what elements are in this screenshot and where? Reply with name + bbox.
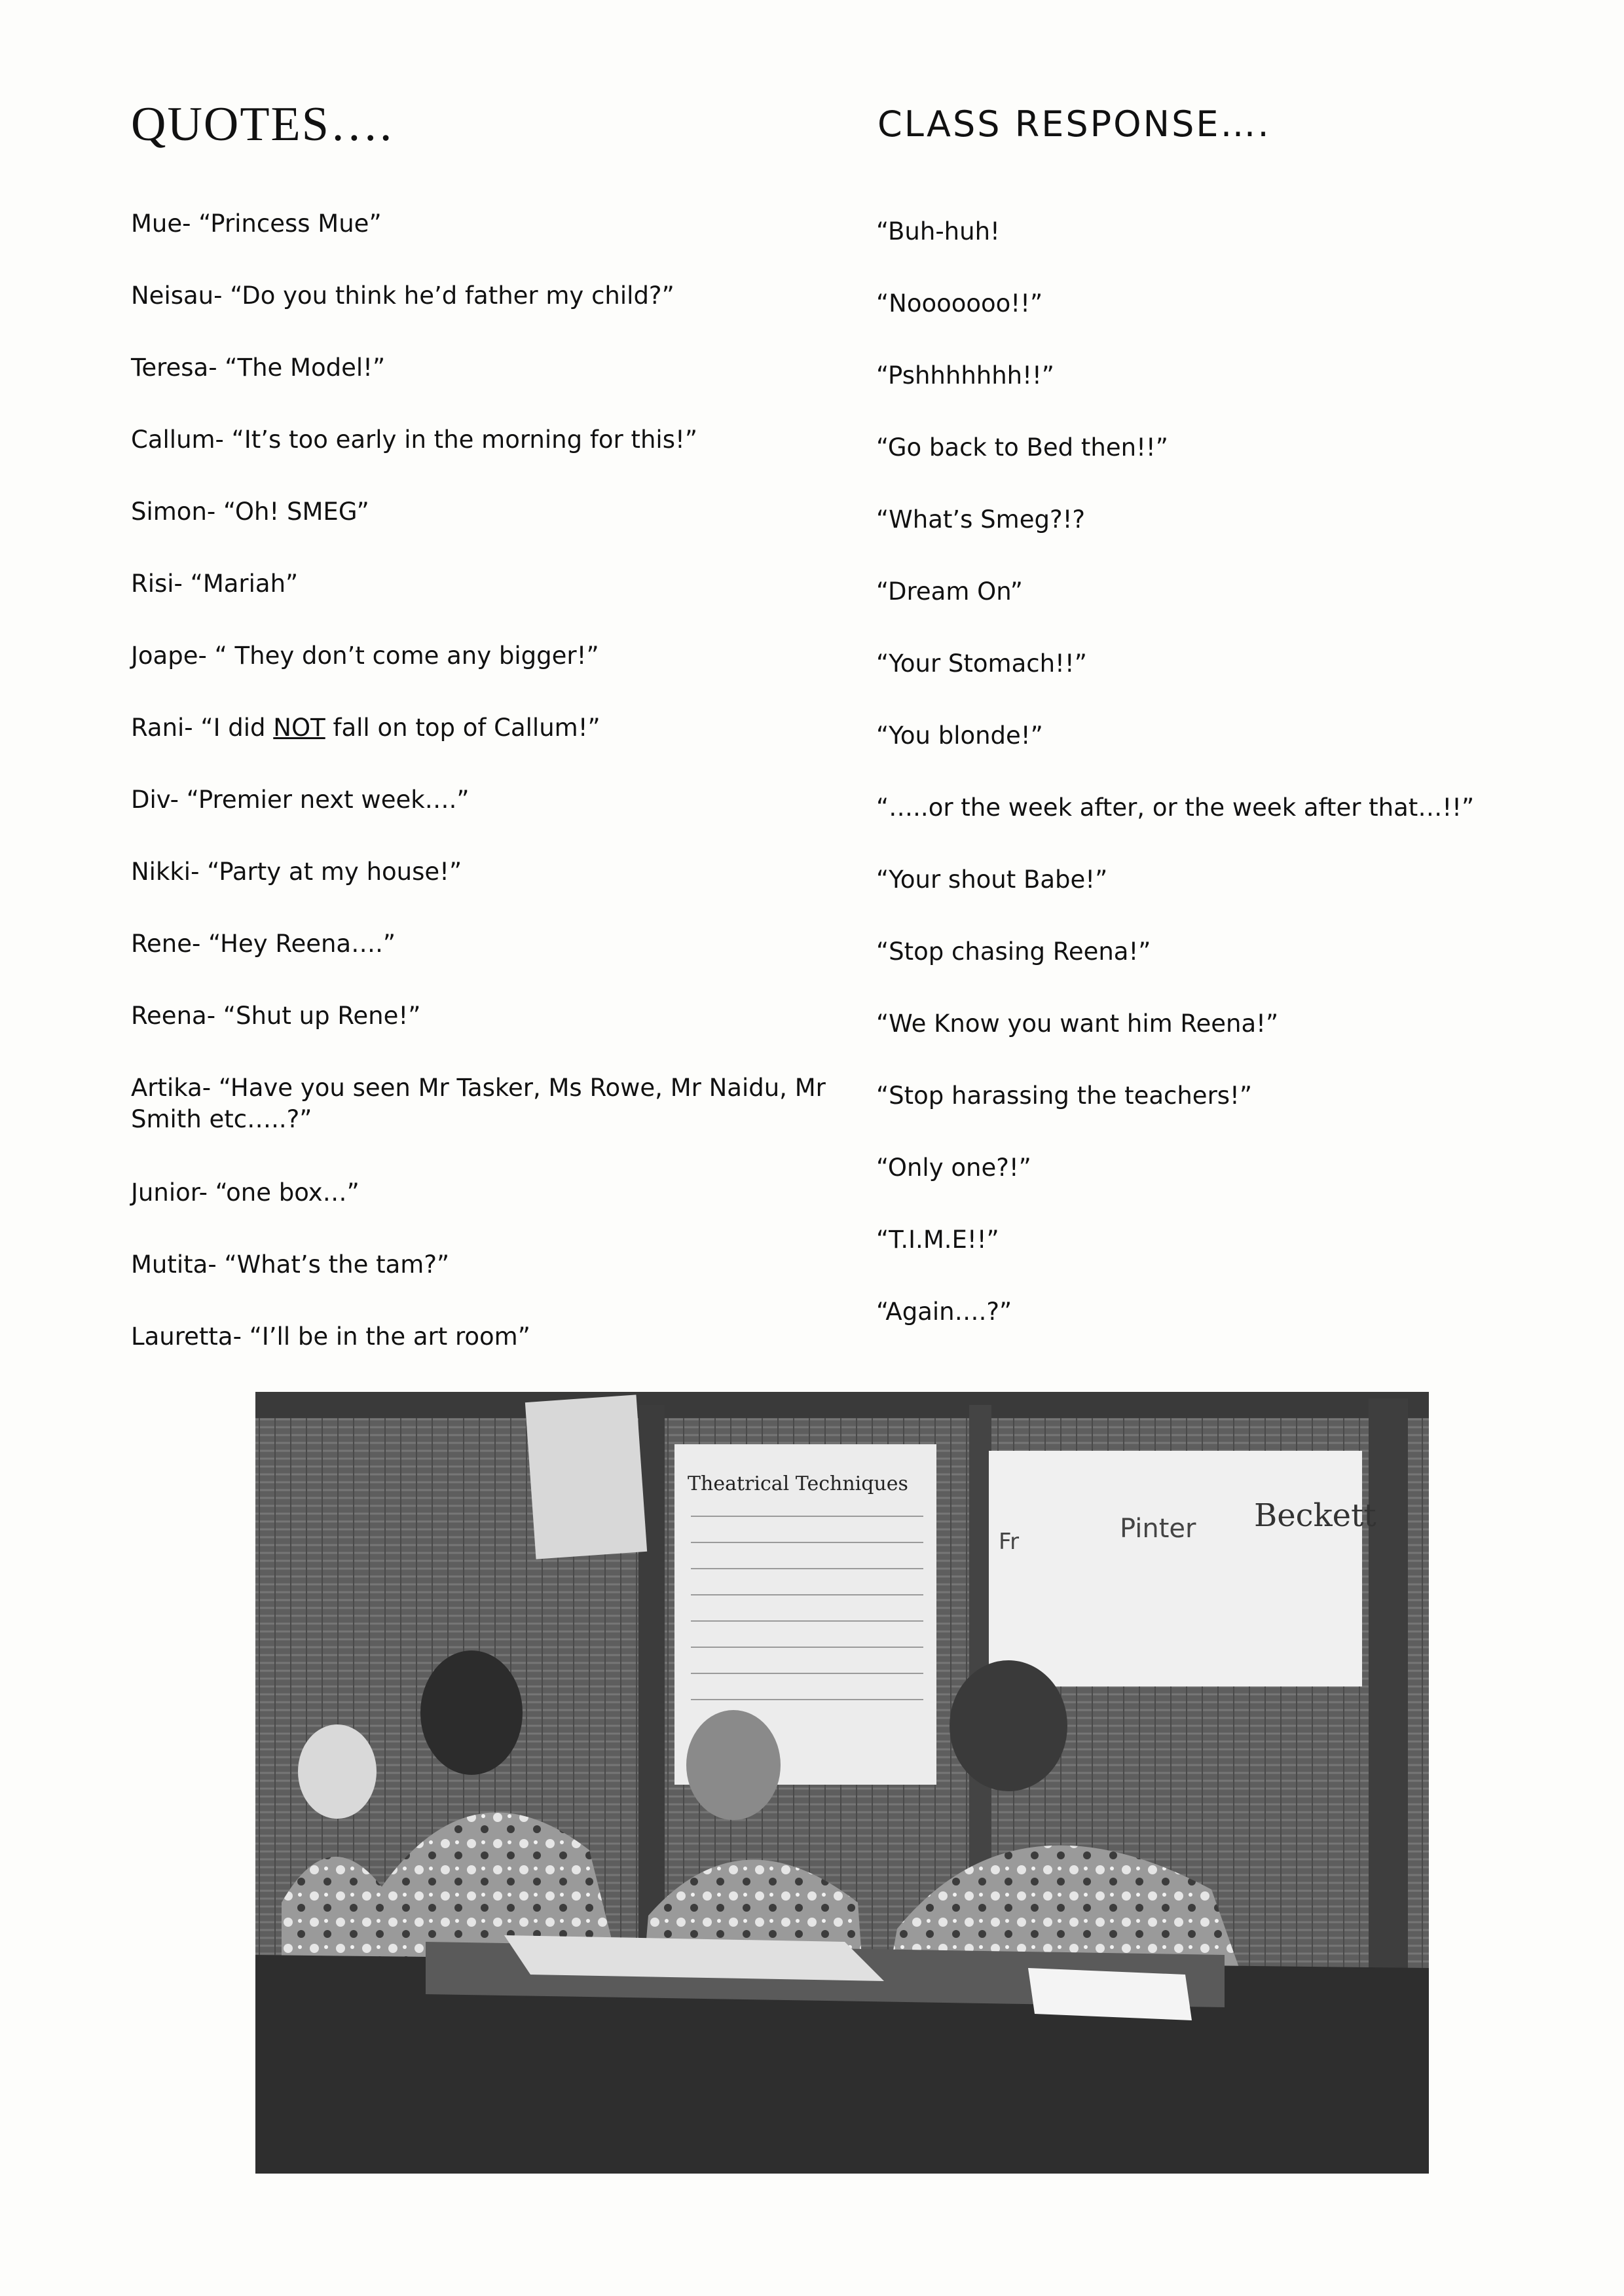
response-item: “Stop harassing the teachers!” xyxy=(876,1082,1253,1110)
quote-mue: Mue- “Princess Mue” xyxy=(131,210,382,238)
response-item: “T.I.M.E!!” xyxy=(876,1226,999,1254)
response-item: “We Know you want him Reena!” xyxy=(876,1010,1279,1038)
poster-name-beckett: Beckett xyxy=(1254,1497,1376,1534)
quote-junior: Junior- “one box…” xyxy=(131,1178,360,1207)
quote-teresa: Teresa- “The Model!” xyxy=(131,354,386,382)
response-item: “Nooooooo!!” xyxy=(876,289,1043,318)
response-item: “Your Stomach!!” xyxy=(876,649,1087,678)
class-photo xyxy=(255,1392,1429,2174)
quote-reena: Reena- “Shut up Rene!” xyxy=(131,1002,421,1030)
quote-rani-end: fall on top of Callum!” xyxy=(325,714,600,742)
quote-callum: Callum- “It’s too early in the morning for this!” xyxy=(131,426,697,454)
response-item: “Dream On” xyxy=(876,577,1023,606)
class-photo-illustration xyxy=(255,1392,1429,2174)
quote-nikki: Nikki- “Party at my house!” xyxy=(131,858,462,886)
response-item: “…..or the week after, or the week after that…!!” xyxy=(876,793,1475,822)
response-item: “You blonde!” xyxy=(876,721,1043,750)
class-response-heading: CLASS RESPONSE…. xyxy=(877,103,1271,145)
quote-lauretta: Lauretta- “I’ll be in the art room” xyxy=(131,1322,530,1351)
poster-title: Theatrical Techniques xyxy=(688,1472,908,1495)
responses-list xyxy=(876,216,1596,1368)
paper-poster xyxy=(525,1394,647,1559)
quote-simon: Simon- “Oh! SMEG” xyxy=(131,498,369,526)
playwrights-poster xyxy=(989,1451,1362,1686)
quote-rani-emphasis: NOT xyxy=(273,714,325,742)
response-item: “Go back to Bed then!!” xyxy=(876,433,1168,462)
quote-mutita: Mutita- “What’s the tam?” xyxy=(131,1250,450,1279)
quote-div: Div- “Premier next week….” xyxy=(131,786,470,814)
quote-rene: Rene- “Hey Reena….” xyxy=(131,930,396,958)
quote-rani-start: Rani- “I did xyxy=(131,714,274,742)
response-item: “Your shout Babe!” xyxy=(876,866,1108,894)
paper-sheet xyxy=(504,1935,884,1981)
response-item: “Pshhhhhhh!!” xyxy=(876,361,1054,390)
poster-name-fr: Fr xyxy=(999,1529,1020,1555)
quote-artika: Artika- “Have you seen Mr Tasker, Ms Rowe, Mr Naidu, Mr Smith etc…..?” xyxy=(131,1074,826,1133)
response-item: “Buh-huh! xyxy=(876,217,1000,246)
quote-neisau: Neisau- “Do you think he’d father my child?” xyxy=(131,282,674,310)
quote-joape: Joape- “ They don’t come any bigger!” xyxy=(131,642,599,670)
wooden-post xyxy=(1369,1398,1408,2053)
quotes-list xyxy=(131,208,871,1393)
response-item: “Stop chasing Reena!” xyxy=(876,938,1151,966)
poster-name-pinter: Pinter xyxy=(1120,1514,1196,1544)
quotes-heading: QUOTES…. xyxy=(131,98,394,151)
response-item: “What’s Smeg?!? xyxy=(876,505,1086,534)
paper-sheet xyxy=(1028,1968,1192,2020)
response-item: “Again….?” xyxy=(876,1298,1012,1326)
response-item: “Only one?!” xyxy=(876,1154,1031,1182)
quote-risi: Risi- “Mariah” xyxy=(131,570,299,598)
quote-rani xyxy=(131,712,871,784)
